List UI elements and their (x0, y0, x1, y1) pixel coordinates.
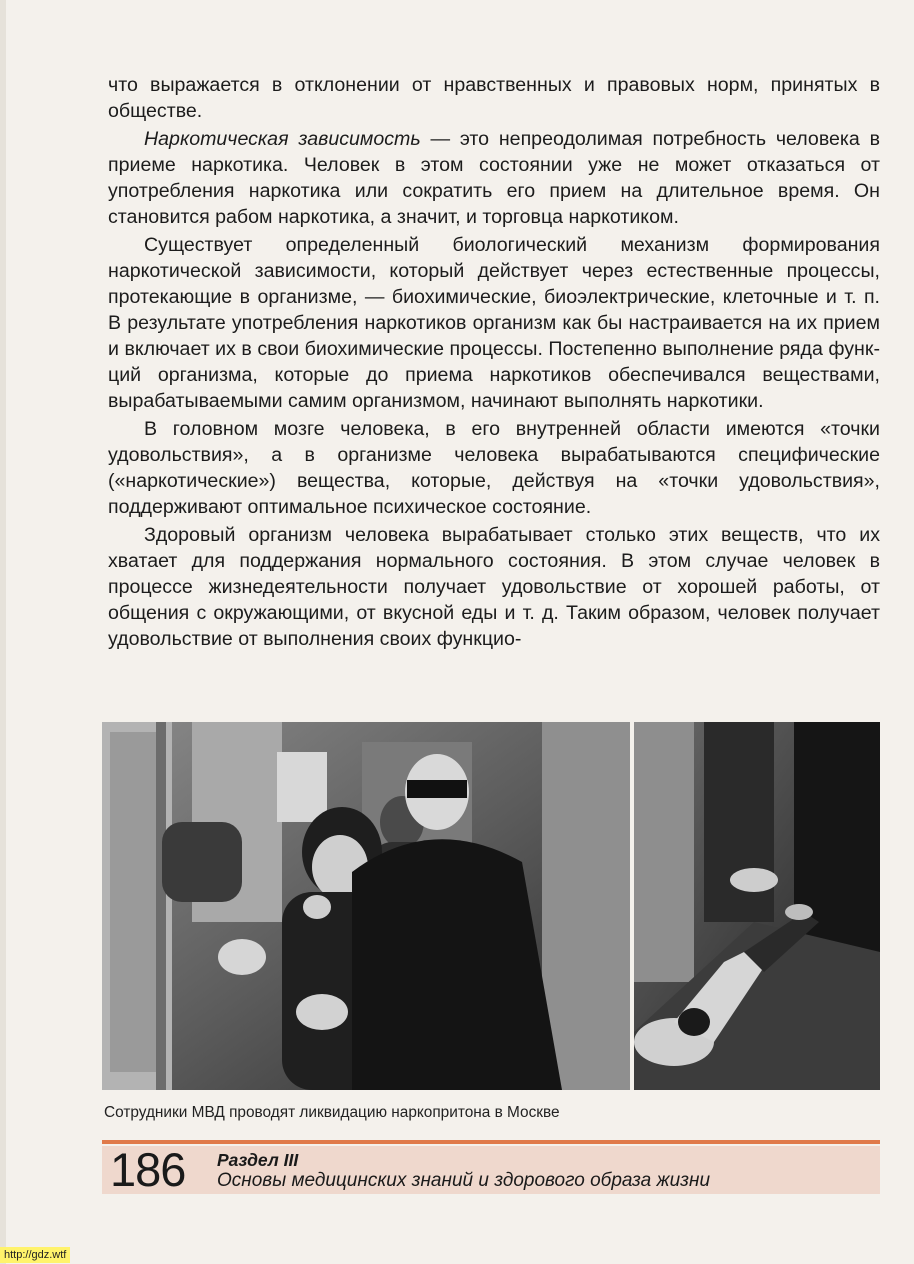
page-number: 186 (110, 1143, 186, 1196)
page-edge-shadow (0, 0, 6, 1264)
photo-police-raid-image (102, 722, 630, 1090)
paragraph-text: В головном мозге человека, в его внутренней области имеются «точки удовольствия», а в организме человека вырабатываются специфические («наркотические») вещества, которые, действуя на «точки удовольствия», поддерживают оптимальное психическое состояние. (108, 418, 880, 518)
section-label: Раздел III (217, 1150, 299, 1170)
photo-police-raid (102, 722, 630, 1090)
figure-caption: Сотрудники МВД проводят ликвидацию наркопритона в Москве (104, 1104, 560, 1121)
watermark-link[interactable]: http://gdz.wtf (0, 1247, 70, 1263)
photo-drug-den (634, 722, 880, 1090)
body-text (108, 72, 880, 654)
footer-rule (102, 1140, 880, 1144)
figure-photos (102, 722, 880, 1090)
paragraph-pleasure-points (108, 416, 880, 520)
term-emphasis: Наркотическая зависимость (144, 128, 421, 150)
paragraph-text: Существует определенный биологический механизм формирования наркотической зависимости, который действует через естественные процессы, протекающие в организме, — биохимические, биоэлектрические, клеточные и т. п. В результате употребления наркотиков организм как бы настраивается на их прием и включает их в свои биохимические процессы. Постепенно выполнение ряда функций организма, которые до приема наркотиков обеспечивался веществами, вырабатываемыми самим организмом, начинают выполнять наркотики. (108, 234, 880, 412)
photo-drug-den-image (634, 722, 880, 1090)
section-title: Основы медицинских знаний и здорового образа жизни (217, 1170, 711, 1191)
paragraph-text: что выражается в отклонении от нравственных и правовых норм, принятых в обществе. (108, 74, 880, 122)
paragraph-text: — это непреодолимая потребность человека в приеме наркотика. Человек в этом состоянии уже не может отказаться от употребления наркотика или сократить его прием на длительное время. Он становится рабом наркотика, а значит, и торговца наркотиком. (108, 128, 880, 228)
paragraph-mechanism (108, 232, 880, 414)
paragraph-continuation (108, 72, 880, 124)
paragraph-definition (108, 126, 880, 230)
paragraph-healthy-organism (108, 522, 880, 652)
paragraph-text: Здоровый организм человека вырабатывает столько этих веществ, что их хватает для поддержания нормального состояния. В этом случае человек в процессе жизнедеятельности получает удовольствие от хорошей работы, от общения с окружающими, от вкусной еды и т. д. Таким образом, человек получает удовольствие от выполнения своих функцио- (108, 524, 880, 650)
